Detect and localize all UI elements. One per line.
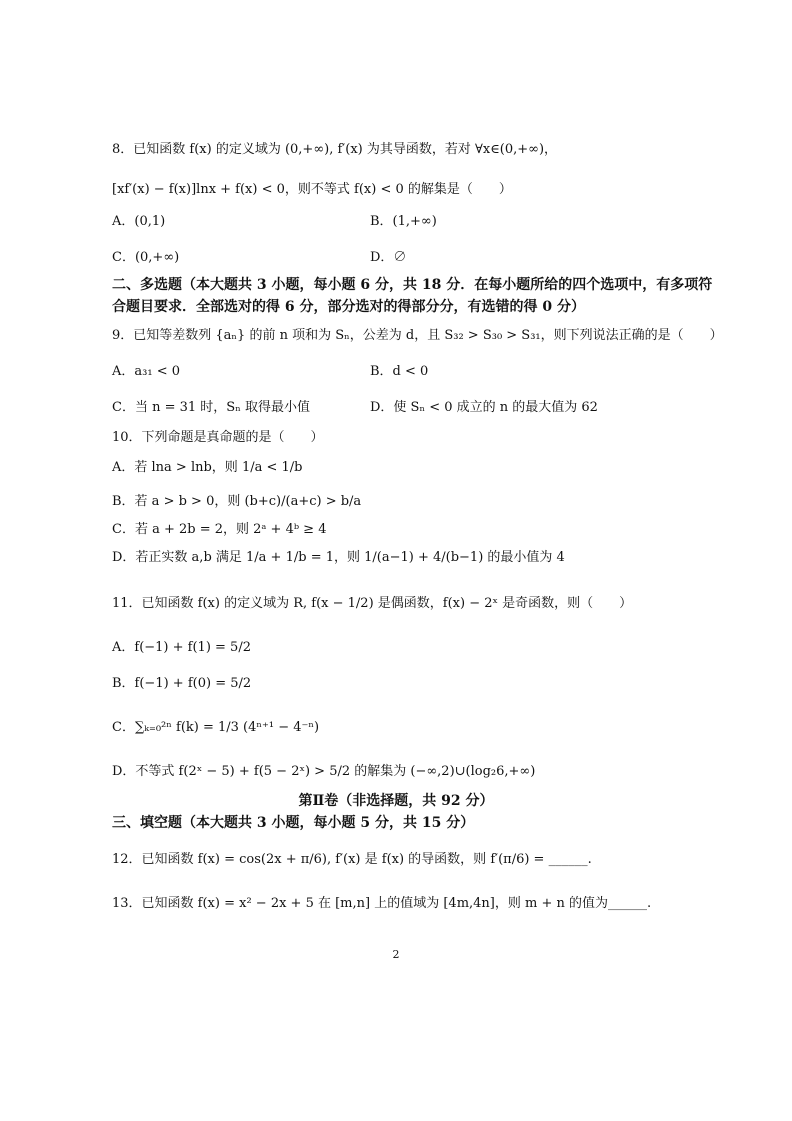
q8-option-a: A．(0,1): [112, 214, 166, 229]
q11-option-c: C．∑ₖ₌₀²ⁿ f(k) = 1/3 (4ⁿ⁺¹ − 4⁻ⁿ): [112, 720, 320, 735]
section2-heading-line1: 二、多选题（本大题共 3 小题，每小题 6 分，共 18 分．在每小题所给的四个选项中，有多项符: [112, 277, 713, 293]
q9-option-a: A．a₃₁ < 0: [112, 364, 180, 379]
q11-option-d: D．不等式 f(2ˣ − 5) + f(5 − 2ˣ) > 5/2 的解集为 (−∞,2)∪(log₂6,+∞): [112, 764, 536, 779]
q13-stem: 13．已知函数 f(x) = x² − 2x + 5 在 [m,n] 上的值域为 [4m,4n]，则 m + n 的值为______.: [112, 896, 652, 911]
q8-stem-line1: 8．已知函数 f(x) 的定义域为 (0,+∞), f′(x) 为其导函数，若对 ∀x∈(0,+∞)，: [112, 142, 558, 157]
q10-option-a: A．若 lna > lnb，则 1/a < 1/b: [112, 460, 303, 475]
section2-heading-line2: 合题目要求．全部选对的得 6 分，部分选对的得部分分，有选错的得 0 分）: [112, 299, 585, 315]
q8-option-b: B．(1,+∞): [370, 214, 437, 229]
q8-option-d: D．∅: [370, 250, 407, 265]
section3-heading: 三、填空题（本大题共 3 小题，每小题 5 分，共 15 分）: [112, 815, 475, 831]
q12-stem: 12．已知函数 f(x) = cos(2x + π/6), f′(x) 是 f(x) 的导函数，则 f′(π/6) = ______.: [112, 852, 592, 867]
q11-option-b: B．f(−1) + f(0) = 5/2: [112, 676, 252, 691]
q10-option-c: C．若 a + 2b = 2，则 2ᵃ + 4ᵇ ≥ 4: [112, 522, 327, 537]
q10-stem: 10．下列命题是真命题的是（ ）: [112, 430, 324, 445]
q9-option-d: D．使 Sₙ < 0 成立的 n 的最大值为 62: [370, 400, 598, 415]
q10-option-d: D．若正实数 a,b 满足 1/a + 1/b = 1，则 1/(a−1) + 4/(b−1) 的最小值为 4: [112, 550, 565, 565]
q11-stem: 11．已知函数 f(x) 的定义域为 R, f(x − 1/2) 是偶函数，f(x) − 2ˣ 是奇函数，则（ ）: [112, 596, 633, 611]
q9-option-c: C．当 n = 31 时，Sₙ 取得最小值: [112, 400, 310, 415]
part2-title: 第Ⅱ卷（非选择题，共 92 分）: [298, 793, 494, 809]
q8-option-c: C．(0,+∞): [112, 250, 180, 265]
q11-option-a: A．f(−1) + f(1) = 5/2: [112, 640, 251, 655]
q8-stem-line2: [xf′(x) − f(x)]lnx + f(x) < 0，则不等式 f(x) < 0 的解集是（ ）: [112, 182, 512, 197]
q9-stem: 9．已知等差数列 {aₙ} 的前 n 项和为 Sₙ，公差为 d，且 S₃₂ > S₃₀ > S₃₁，则下列说法正确的是（ ）: [112, 328, 723, 343]
page-number: 2: [392, 948, 400, 961]
q9-option-b: B．d < 0: [370, 364, 429, 379]
q10-option-b: B．若 a > b > 0，则 (b+c)/(a+c) > b/a: [112, 494, 362, 509]
